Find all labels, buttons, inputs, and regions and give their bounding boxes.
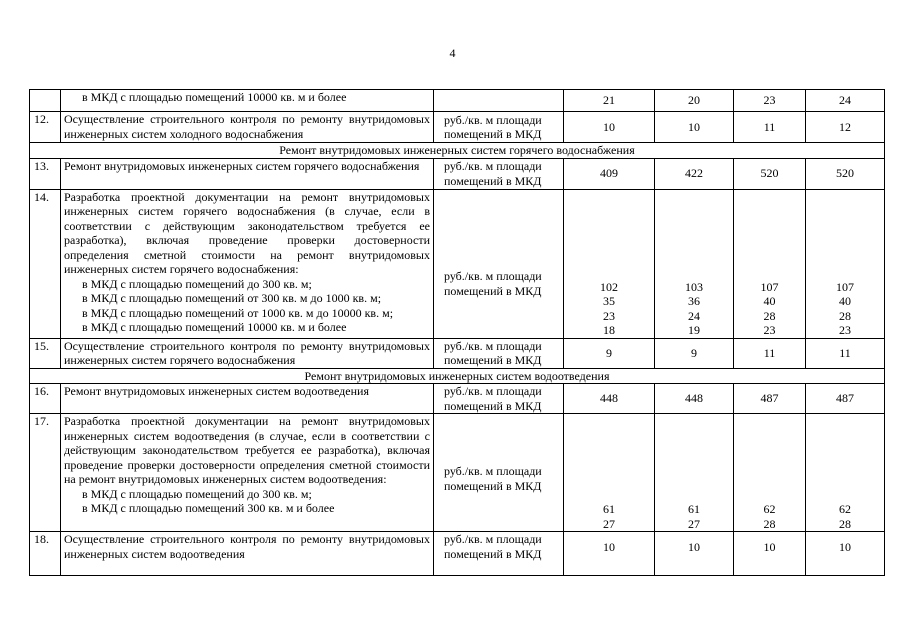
row-number-cell: 12. — [30, 112, 61, 143]
subitem-label: в МКД с площадью помещений 10000 кв. м и более — [82, 320, 347, 334]
value: 61 — [603, 502, 615, 516]
row-unit-cell: руб./кв. м площади помещений в МКД — [434, 532, 564, 576]
value-cell — [806, 189, 885, 338]
section-title: Ремонт внутридомовых инженерных систем горячего водоснабжения — [30, 143, 885, 159]
value-cell: 10 — [564, 112, 655, 143]
value: 23 — [603, 308, 615, 323]
value: 36 — [688, 294, 700, 308]
value: 61 — [688, 502, 700, 516]
value-cell: 23 — [734, 90, 806, 112]
section-title: Ремонт внутридомовых инженерных систем водоотведения — [30, 368, 885, 384]
row-unit-cell: руб./кв. м площади помещений в МКД — [434, 112, 564, 143]
row-name-cell: Осуществление строительного контроля по ремонту внутридомовых инженерных систем горячего водоснабжения — [61, 338, 434, 368]
value-cell: 422 — [655, 158, 734, 189]
row-name-cell — [61, 189, 434, 338]
table-row — [30, 384, 885, 414]
value-cell — [655, 189, 734, 338]
value-cell: 409 — [564, 158, 655, 189]
row-name-cell: Осуществление строительного контроля по ремонту внутридомовых инженерных систем водоотведения — [61, 532, 434, 576]
value-cell: 24 — [806, 90, 885, 112]
value-cell — [564, 414, 655, 532]
section-row — [30, 368, 885, 384]
value-cell: 10 — [806, 532, 885, 576]
value: 28 — [763, 516, 776, 531]
row-number-cell: 17. — [30, 414, 61, 532]
value-cell: 21 — [564, 90, 655, 112]
value-cell: 520 — [806, 158, 885, 189]
value-cell — [564, 189, 655, 338]
value-cell: 10 — [655, 112, 734, 143]
value: 28 — [763, 308, 776, 323]
row-description: Разработка проектной документации на ремонт внутридомовых инженерных систем водоотведения (в случае, если в соответствии с действующим законодательством требуется ее разработка), включая проведение проверки достоверности определения сметной стоимости на ремонт внутридомовых инженерных систем водоотведения: — [64, 414, 430, 486]
value: 23 — [839, 323, 851, 337]
value-cell: 10 — [564, 532, 655, 576]
value: 102 — [600, 279, 618, 294]
value-cell: 12 — [806, 112, 885, 143]
row-unit-cell: руб./кв. м площади помещений в МКД — [434, 414, 564, 532]
tariff-table — [29, 89, 885, 576]
value-cell: 487 — [806, 384, 885, 414]
value-cell: 11 — [806, 338, 885, 368]
row-name-cell: Ремонт внутридомовых инженерных систем водоотведения — [61, 384, 434, 414]
value-cell: 487 — [734, 384, 806, 414]
row-name-cell — [61, 414, 434, 532]
value: 107 — [760, 279, 779, 294]
subitem-label: в МКД с площадью помещений от 300 кв. м до 1000 кв. м; — [82, 291, 382, 305]
value: 40 — [763, 294, 776, 308]
row-name-cell — [61, 90, 434, 112]
value: 23 — [763, 323, 776, 337]
value: 18 — [603, 323, 615, 337]
value-cell: 9 — [655, 338, 734, 368]
value-cell: 520 — [734, 158, 806, 189]
table-row — [30, 414, 885, 532]
value-cell: 448 — [655, 384, 734, 414]
value: 28 — [839, 516, 851, 531]
row-unit-cell — [434, 90, 564, 112]
value-cell: 9 — [564, 338, 655, 368]
row-description: Разработка проектной документации на ремонт внутридомовых инженерных систем горячего водоснабжения (в случае, если в соответствии с действующим законодательством требуется ее разработка), включая проведение проверки достоверности определения сметной стоимости на ремонт внутридомовых инженерных систем горячего водоснабжения: — [64, 189, 430, 276]
value-cell: 20 — [655, 90, 734, 112]
value: 27 — [688, 516, 700, 531]
value: 24 — [688, 308, 700, 323]
value: 27 — [603, 516, 615, 531]
row-unit-cell: руб./кв. м площади помещений в МКД — [434, 189, 564, 338]
table-row — [30, 112, 885, 143]
table-row — [30, 90, 885, 112]
section-row — [30, 143, 885, 159]
table-row — [30, 338, 885, 368]
subitem-label: в МКД с площадью помещений до 300 кв. м; — [82, 486, 312, 501]
value: 19 — [688, 323, 700, 337]
value: 107 — [836, 279, 854, 294]
value-cell — [806, 414, 885, 532]
value-cell: 11 — [734, 112, 806, 143]
table-row — [30, 189, 885, 338]
subitem-label: в МКД с площадью помещений 300 кв. м и более — [82, 501, 335, 515]
row-number-cell: 13. — [30, 158, 61, 189]
value-cell: 448 — [564, 384, 655, 414]
value-cell: 11 — [734, 338, 806, 368]
subitem-label: в МКД с площадью помещений 10000 кв. м и более — [82, 90, 347, 104]
row-number-cell: 14. — [30, 189, 61, 338]
row-unit-cell: руб./кв. м площади помещений в МКД — [434, 338, 564, 368]
row-name-cell: Осуществление строительного контроля по ремонту внутридомовых инженерных систем холодного водоснабжения — [61, 112, 434, 143]
table-body — [30, 90, 885, 576]
value-cell: 10 — [655, 532, 734, 576]
value-cell: 10 — [734, 532, 806, 576]
row-name-cell: Ремонт внутридомовых инженерных систем горячего водоснабжения — [61, 158, 434, 189]
row-number-cell: 18. — [30, 532, 61, 576]
row-number-cell — [30, 90, 61, 112]
value-cell — [734, 414, 806, 532]
row-unit-cell: руб./кв. м площади помещений в МКД — [434, 384, 564, 414]
page-number: 4 — [449, 46, 456, 60]
value: 62 — [839, 502, 851, 516]
value-cell — [734, 189, 806, 338]
row-number-cell: 16. — [30, 384, 61, 414]
value: 28 — [839, 308, 851, 323]
value: 62 — [763, 502, 776, 516]
subitem-label: в МКД с площадью помещений от 1000 кв. м до 10000 кв. м; — [82, 305, 394, 320]
table-row — [30, 158, 885, 189]
table-row — [30, 532, 885, 576]
subitem-label: в МКД с площадью помещений до 300 кв. м; — [82, 276, 312, 291]
row-number-cell: 15. — [30, 338, 61, 368]
value: 40 — [839, 294, 851, 308]
value: 103 — [685, 279, 703, 294]
row-unit-cell: руб./кв. м площади помещений в МКД — [434, 158, 564, 189]
value-cell — [655, 414, 734, 532]
value: 35 — [603, 294, 615, 308]
